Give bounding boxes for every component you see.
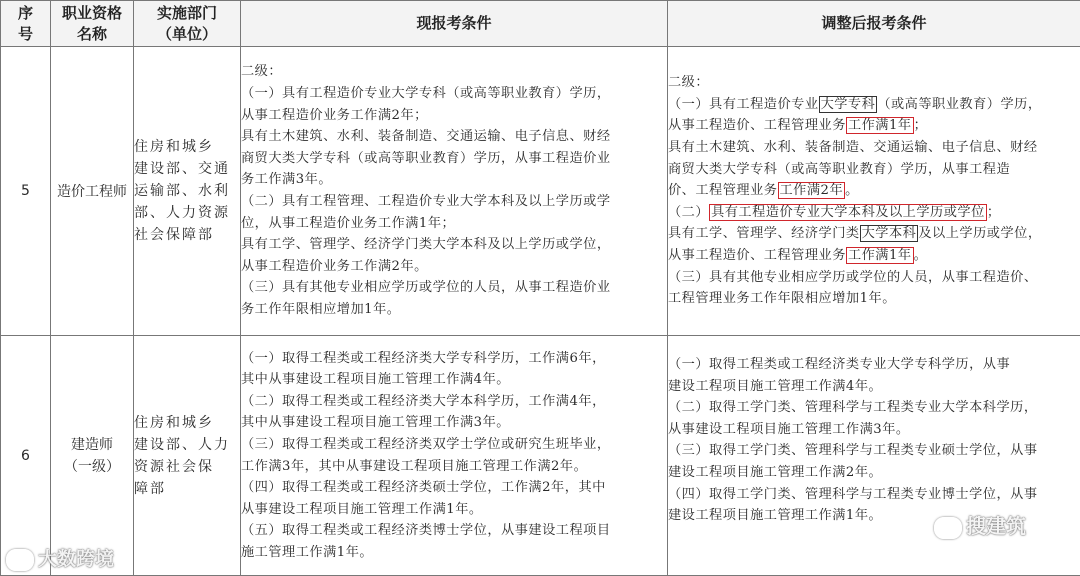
row-title: 造价工程师: [51, 47, 134, 336]
row-dept: 住房和城乡 建设部、人力 资源社会保 障部: [134, 336, 241, 576]
boxed-text: 大学专科: [820, 96, 876, 112]
header-seq: 序 号: [1, 1, 51, 47]
highlight-box: 具有工程造价专业大学本科及以上学历或学位: [711, 204, 985, 220]
row-title: 建造师 （一级）: [51, 336, 134, 576]
boxed-text: 大学本科: [861, 226, 917, 242]
highlight-box: 工作满1年: [847, 247, 912, 263]
row-adjusted-conditions: （一）取得工程类或工程经济类专业大学专科学历，从事 建设工程项目施工管理工作满4年。 （二）取得工学门类、管理科学与工程类专业大学本科学历， 从事建设工程项目施工管理工作满3年。 （三）取得工学门类、管理科学与工程类专业硕士学位，从事 建设工程项目施工管理工作满2年。 （四）取得工学门类、管理科学与工程类专业博士学位，从事 建设工程项目施工管理工作满1年。: [668, 336, 1080, 576]
watermark-left: 大数跨境: [6, 544, 114, 571]
row-seq: 6: [1, 336, 51, 576]
highlight-box: 工作满1年: [847, 118, 912, 134]
header-adjusted: 调整后报考条件: [668, 1, 1080, 47]
highlight-box: 工作满2年: [779, 183, 844, 199]
header-title: 职业资格 名称: [51, 1, 134, 47]
wechat-icon: [934, 517, 962, 539]
row-current-conditions: （一）取得工程类或工程经济类大学专科学历，工作满6年， 其中从事建设工程项目施工管理工作满4年。 （二）取得工程类或工程经济类大学本科学历，工作满4年， 其中从事建设工程项目施工管理工作满3年。 （三）取得工程类或工程经济类双学士学位或研究生班毕业， 工作满3年，其中从事建设工程项目施工管理工作满2年。 （四）取得工程类或工程经济类硕士学位，工作满2年，其中 从事建设工程项目施工管理工作满1年。 （五）取得工程类或工程经济类博士学位，从事建设工程项目 施工管理工作满1年。: [241, 336, 668, 576]
header-row: [1, 1, 1080, 47]
watermark-logo-icon: [6, 549, 34, 571]
table-row: [1, 336, 1080, 576]
row-dept: 住房和城乡 建设部、交通 运输部、水利 部、人力资源 社会保障部: [134, 47, 241, 336]
row-current-conditions: 二级： （一）具有工程造价专业大学专科（或高等职业教育）学历， 从事工程造价业务工作满2年； 具有土木建筑、水利、装备制造、交通运输、电子信息、财经 商贸大类大学专科（或高等职业教育）学历，从事工程造价业 务工作满3年。 （二）具有工程管理、工程造价专业大学本科及以上学历或学 位，从事工程造价业务工作满1年； 具有工学、管理学、经济学门类大学本科及以上学历或学位， 从事工程造价业务工作满2年。 （三）具有其他专业相应学历或学位的人员，从事工程造价业 务工作年限相应增加1年。: [241, 47, 668, 336]
header-current: 现报考条件: [241, 1, 668, 47]
row-seq: 5: [1, 47, 51, 336]
watermark-right: 搜建筑: [934, 510, 1026, 539]
row-adjusted-conditions: 二级： （一）具有工程造价专业 大学专科 （或高等职业教育）学历， 从事工程造价、工程管理业务 工作满1年 ； 具有土木建筑、水利、装备制造、交通运输、电子信息、财经 商贸大类大学专科（或高等职业教育）学历，从事工程造 价、工程管理业务 工作满2年 。 （二） 具有工程造价专业大学本科及以上学历或学位 ； 具有工学、管理学、经济学门类 大学本科 及以上学历或学位， 从事工程造价、工程管理业务 工作满1年 。 （三）具有其他专业相应学历或学位的人员，从事工程造价、 工程管理业务工作年限相应增加1年。: [668, 47, 1080, 336]
header-dept: 实施部门 （单位）: [134, 1, 241, 47]
table-row: [1, 47, 1080, 336]
